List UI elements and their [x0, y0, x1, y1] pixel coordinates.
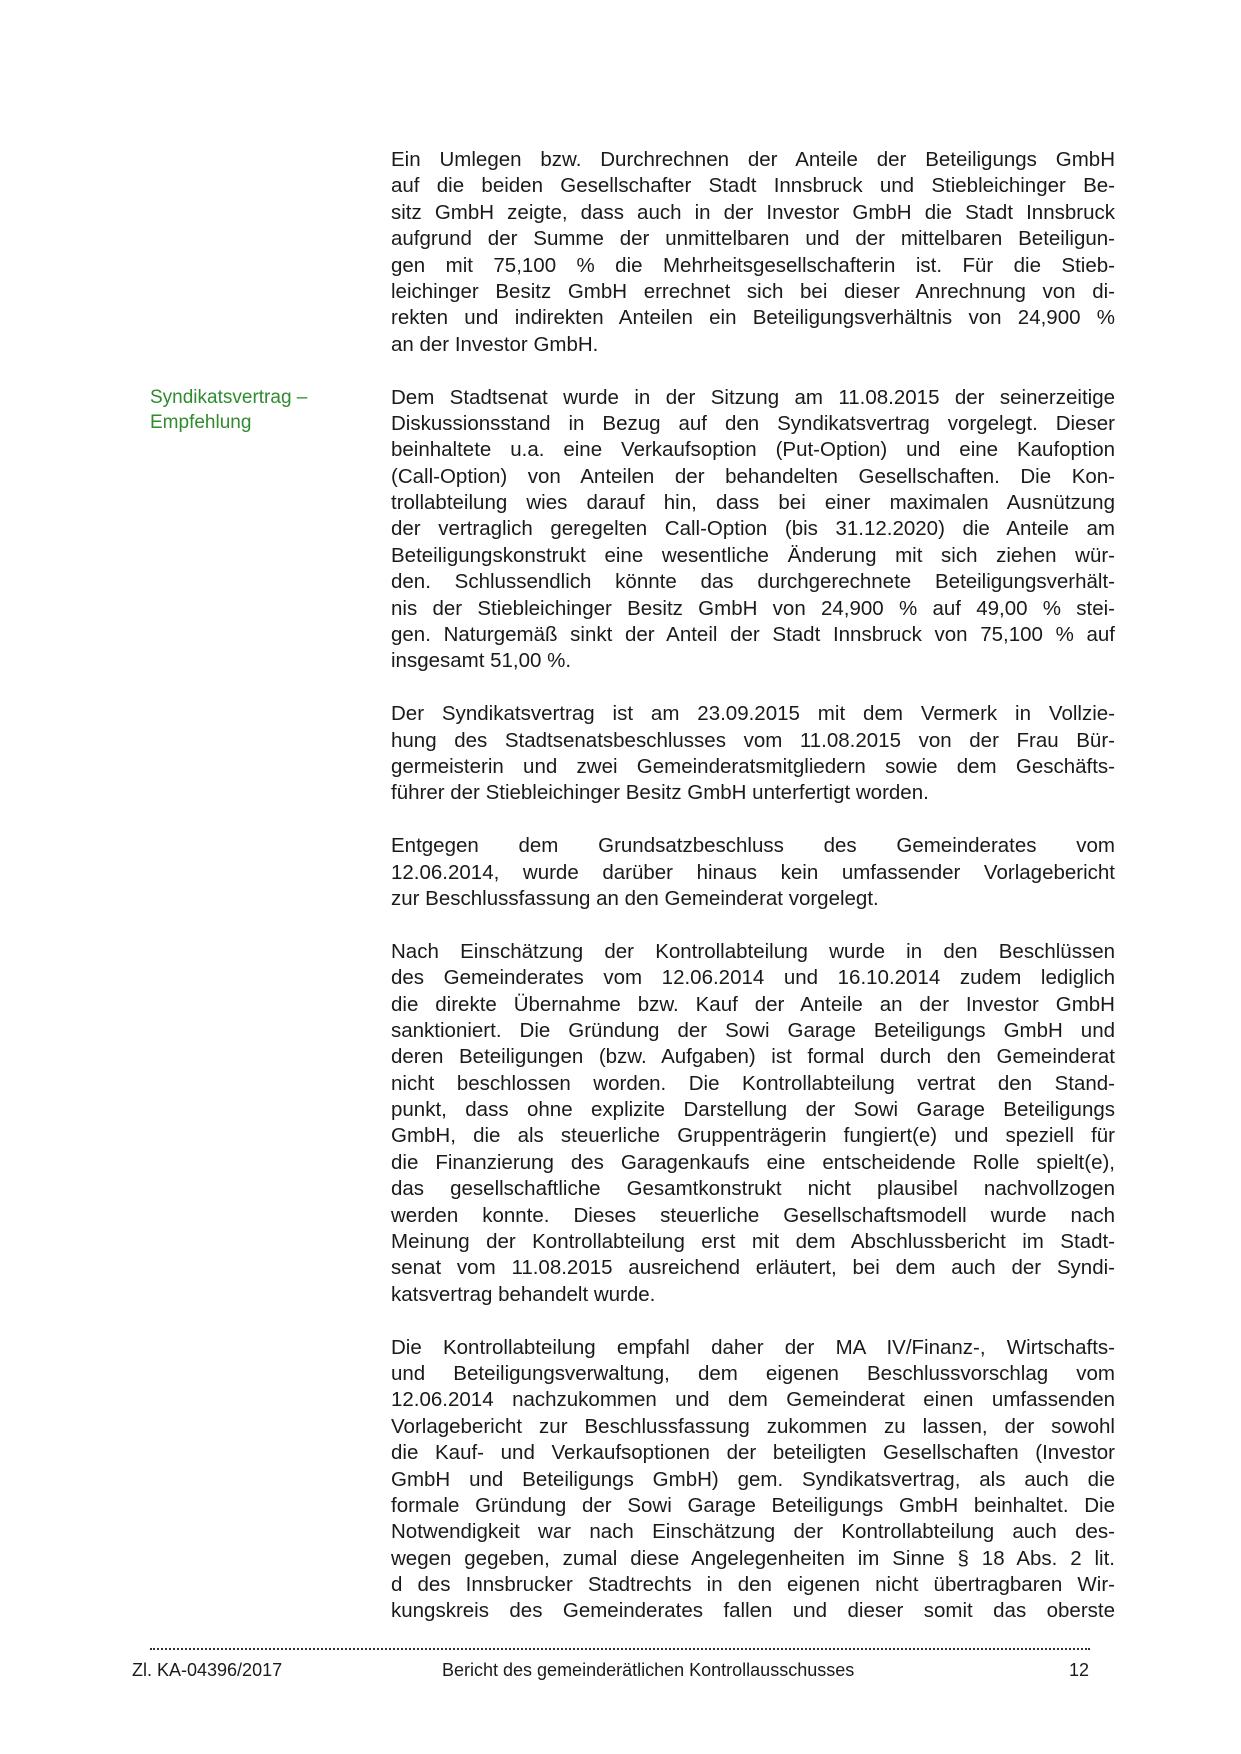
- margin-note-line: Syndikatsvertrag –: [150, 387, 308, 408]
- text-line: 12.06.2014, wurde darüber hinaus kein umfassender Vorlagebericht: [391, 860, 1115, 884]
- text-line: GmbH, die als steuerliche Gruppenträgerin fungiert(e) und speziell für: [391, 1124, 1115, 1148]
- text-line: Die Kontrollabteilung empfahl daher der MA IV/Finanz-, Wirtschafts-: [391, 1335, 1115, 1359]
- text-line: der vertraglich geregelten Call-Option (bis 31.12.2020) die Anteile am: [391, 517, 1115, 541]
- text-line: und Beteiligungsverwaltung, dem eigenen Beschlussvorschlag vom: [391, 1361, 1115, 1385]
- text-line: Meinung der Kontrollabteilung erst mit dem Abschlussbericht im Stadt-: [391, 1230, 1115, 1254]
- text-line: formale Gründung der Sowi Garage Beteiligungs GmbH beinhaltet. Die: [391, 1493, 1115, 1517]
- text-line: katsvertrag behandelt wurde.: [391, 1282, 656, 1306]
- text-line: des Gemeinderates vom 12.06.2014 und 16.10.2014 zudem lediglich: [391, 966, 1115, 990]
- text-line: die Finanzierung des Garagenkaufs eine entscheidende Rolle spielt(e),: [391, 1150, 1115, 1174]
- text-line: deren Beteiligungen (bzw. Aufgaben) ist formal durch den Gemeinderat: [391, 1045, 1115, 1069]
- text-line: senat vom 11.08.2015 ausreichend erläutert, bei dem auch der Syndi-: [391, 1256, 1115, 1280]
- paragraph: [391, 701, 1115, 807]
- text-line: gen mit 75,100 % die Mehrheitsgesellschafterin ist. Für die Stieb-: [391, 253, 1115, 277]
- text-line: Entgegen dem Grundsatzbeschluss des Gemeinderates vom: [391, 834, 1115, 858]
- text-line: germeisterin und zwei Gemeinderatsmitgliedern sowie dem Geschäfts-: [391, 754, 1115, 778]
- text-line: beinhaltete u.a. eine Verkaufsoption (Put-Option) und eine Kaufoption: [391, 438, 1115, 462]
- text-line: GmbH und Beteiligungs GmbH) gem. Syndikatsvertrag, als auch die: [391, 1467, 1115, 1491]
- margin-note-line: Empfehlung: [150, 412, 252, 433]
- paragraph: [391, 147, 1115, 358]
- text-line: Der Syndikatsvertrag ist am 23.09.2015 mit dem Vermerk in Vollzie-: [391, 702, 1115, 726]
- text-line: die Kauf- und Verkaufsoptionen der beteiligten Gesellschaften (Investor: [391, 1441, 1115, 1465]
- margin-note: [150, 385, 307, 435]
- footer-divider: [150, 1648, 1090, 1650]
- paragraph: [391, 385, 1115, 675]
- text-line: Beteiligungskonstrukt eine wesentliche Änderung mit sich ziehen wür-: [391, 543, 1115, 567]
- text-line: sanktioniert. Die Gründung der Sowi Garage Beteiligungs GmbH und: [391, 1018, 1115, 1042]
- text-line: Vorlagebericht zur Beschlussfassung zukommen zu lassen, der sowohl: [391, 1414, 1115, 1438]
- text-line: trollabteilung wies darauf hin, dass bei einer maximalen Ausnützung: [391, 491, 1115, 515]
- footer-reference: Zl. KA-04396/2017: [132, 1660, 283, 1680]
- text-line: gen. Naturgemäß sinkt der Anteil der Stadt Innsbruck von 75,100 % auf: [391, 623, 1115, 647]
- text-line: insgesamt 51,00 %.: [391, 649, 572, 673]
- text-line: leichinger Besitz GmbH errechnet sich bei dieser Anrechnung von di-: [391, 279, 1115, 303]
- page-number: 12: [1068, 1660, 1089, 1680]
- text-line: werden konnte. Dieses steuerliche Gesellschaftsmodell wurde nach: [391, 1203, 1115, 1227]
- paragraph: [391, 939, 1115, 1308]
- text-line: führer der Stiebleichinger Besitz GmbH unterfertigt worden.: [391, 781, 929, 805]
- text-line: auf die beiden Gesellschafter Stadt Innsbruck und Stiebleichinger Be-: [391, 174, 1115, 198]
- text-line: Dem Stadtsenat wurde in der Sitzung am 11.08.2015 der seinerzeitige: [391, 385, 1115, 409]
- text-line: an der Investor GmbH.: [391, 332, 599, 356]
- text-line: sitz GmbH zeigte, dass auch in der Investor GmbH die Stadt Innsbruck: [391, 200, 1115, 224]
- text-line: das gesellschaftliche Gesamtkonstrukt nicht plausibel nachvollzogen: [391, 1177, 1115, 1201]
- text-line: d des Innsbrucker Stadtrechts in den eigenen nicht übertragbaren Wir-: [391, 1573, 1115, 1597]
- text-line: (Call-Option) von Anteilen der behandelten Gesellschaften. Die Kon-: [391, 464, 1115, 488]
- text-line: Diskussionsstand in Bezug auf den Syndikatsvertrag vorgelegt. Dieser: [391, 411, 1115, 435]
- paragraph: [391, 833, 1115, 912]
- paragraph: [391, 1335, 1115, 1625]
- text-line: die direkte Übernahme bzw. Kauf der Anteile an der Investor GmbH: [391, 992, 1115, 1016]
- text-line: rekten und indirekten Anteilen ein Beteiligungsverhältnis von 24,900 %: [391, 306, 1115, 330]
- text-line: punkt, dass ohne explizite Darstellung der Sowi Garage Beteiligungs: [391, 1098, 1115, 1122]
- text-line: nis der Stiebleichinger Besitz GmbH von 24,900 % auf 49,00 % stei-: [391, 596, 1115, 620]
- footer-title: Bericht des gemeinderätlichen Kontrollausschusses: [442, 1660, 855, 1680]
- text-line: Nach Einschätzung der Kontrollabteilung wurde in den Beschlüssen: [391, 939, 1115, 963]
- text-line: Notwendigkeit war nach Einschätzung der Kontrollabteilung auch des-: [391, 1520, 1115, 1544]
- text-line: wegen gegeben, zumal diese Angelegenheiten im Sinne § 18 Abs. 2 lit.: [391, 1546, 1115, 1570]
- body-text: [391, 147, 1115, 1651]
- text-line: 12.06.2014 nachzukommen und dem Gemeinderat einen umfassenden: [391, 1388, 1115, 1412]
- text-line: Ein Umlegen bzw. Durchrechnen der Anteile der Beteiligungs GmbH: [391, 148, 1115, 171]
- text-line: hung des Stadtsenatsbeschlusses vom 11.08.2015 von der Frau Bür-: [391, 728, 1115, 752]
- text-line: zur Beschlussfassung an den Gemeinderat vorgelegt.: [391, 886, 879, 910]
- text-line: aufgrund der Summe der unmittelbaren und der mittelbaren Beteiligun-: [391, 227, 1115, 251]
- text-line: nicht beschlossen worden. Die Kontrollabteilung vertrat den Stand-: [391, 1071, 1115, 1095]
- text-line: kungskreis des Gemeinderates fallen und dieser somit das oberste: [391, 1599, 1115, 1623]
- text-line: den. Schlussendlich könnte das durchgerechnete Beteiligungsverhält-: [391, 570, 1115, 594]
